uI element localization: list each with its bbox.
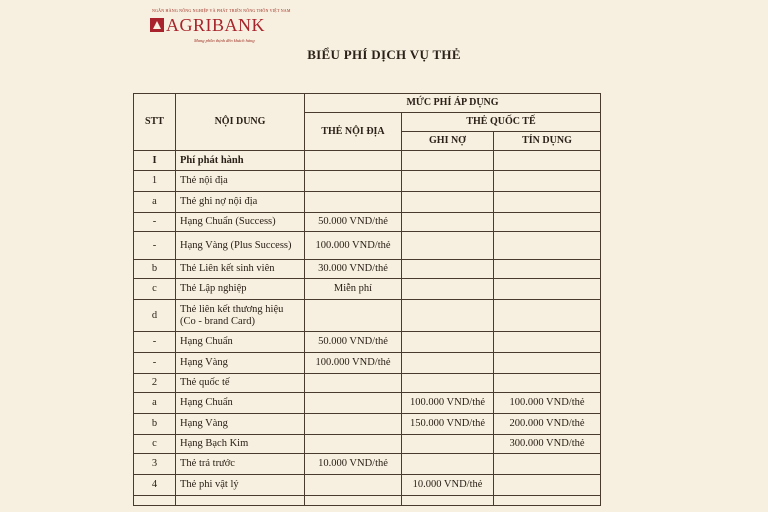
cell-debit-fee — [402, 454, 494, 475]
fee-table — [133, 93, 601, 506]
cell-stt: a — [134, 393, 176, 414]
table-row — [134, 475, 601, 496]
cell-stt: c — [134, 279, 176, 300]
fee-table-body — [134, 151, 601, 506]
cell-stt: b — [134, 414, 176, 435]
cell-domestic-fee: 10.000 VND/thẻ — [305, 454, 402, 475]
logo-brand: AGRIBANK — [166, 15, 266, 35]
cell-credit-fee — [494, 171, 601, 192]
cell-debit-fee: 10.000 VND/thẻ — [402, 475, 494, 496]
cell-credit-fee: 200.000 VND/thẻ — [494, 414, 601, 435]
cell-domestic-fee — [305, 171, 402, 192]
cell-credit-fee — [494, 300, 601, 332]
cell-stt — [134, 496, 176, 506]
cell-credit-fee — [494, 475, 601, 496]
cell-debit-fee — [402, 300, 494, 332]
cell-stt: - — [134, 353, 176, 374]
cell-domestic-fee — [305, 374, 402, 393]
cell-content: Hạng Vàng — [176, 414, 305, 435]
cell-credit-fee — [494, 213, 601, 232]
cell-debit-fee — [402, 151, 494, 171]
cell-content: Thẻ nội địa — [176, 171, 305, 192]
cell-domestic-fee — [305, 393, 402, 414]
cell-domestic-fee — [305, 496, 402, 506]
cell-content — [176, 496, 305, 506]
cell-debit-fee — [402, 353, 494, 374]
cell-content: Thẻ liên kết thương hiệu (Co - brand Card) — [176, 300, 305, 332]
table-row — [134, 232, 601, 260]
header-international: THẺ QUỐC TẾ — [402, 113, 601, 132]
cell-credit-fee — [494, 232, 601, 260]
cell-content: Hạng Vàng — [176, 353, 305, 374]
cell-domestic-fee: 30.000 VND/thẻ — [305, 260, 402, 279]
cell-domestic-fee: 100.000 VND/thẻ — [305, 353, 402, 374]
cell-content: Hạng Chuẩn — [176, 332, 305, 353]
cell-debit-fee — [402, 332, 494, 353]
cell-domestic-fee — [305, 192, 402, 213]
table-row — [134, 496, 601, 506]
cell-debit-fee — [402, 213, 494, 232]
cell-stt: I — [134, 151, 176, 171]
cell-debit-fee — [402, 435, 494, 454]
cell-debit-fee: 100.000 VND/thẻ — [402, 393, 494, 414]
table-row — [134, 260, 601, 279]
table-row — [134, 213, 601, 232]
cell-credit-fee: 100.000 VND/thẻ — [494, 393, 601, 414]
table-row — [134, 374, 601, 393]
cell-domestic-fee: 50.000 VND/thẻ — [305, 213, 402, 232]
cell-content: Phí phát hành — [176, 151, 305, 171]
table-row — [134, 279, 601, 300]
header-domestic: THẺ NỘI ĐỊA — [305, 113, 402, 151]
cell-stt: - — [134, 232, 176, 260]
cell-content: Thẻ Lập nghiệp — [176, 279, 305, 300]
cell-domestic-fee — [305, 151, 402, 171]
cell-credit-fee — [494, 192, 601, 213]
header-debit: GHI NỢ — [402, 132, 494, 151]
cell-content: Hạng Bạch Kim — [176, 435, 305, 454]
cell-domestic-fee — [305, 435, 402, 454]
header-stt: STT — [134, 94, 176, 151]
cell-content: Hạng Chuẩn (Success) — [176, 213, 305, 232]
cell-domestic-fee: 50.000 VND/thẻ — [305, 332, 402, 353]
cell-domestic-fee: 100.000 VND/thẻ — [305, 232, 402, 260]
table-row — [134, 454, 601, 475]
cell-content: Thẻ trả trước — [176, 454, 305, 475]
cell-credit-fee — [494, 332, 601, 353]
table-row — [134, 435, 601, 454]
cell-content: Thẻ phi vật lý — [176, 475, 305, 496]
cell-content: Hạng Chuẩn — [176, 393, 305, 414]
cell-stt: - — [134, 332, 176, 353]
header-content: NỘI DUNG — [176, 94, 305, 151]
cell-credit-fee — [494, 151, 601, 171]
agribank-logo-icon — [150, 18, 164, 32]
table-row — [134, 151, 601, 171]
cell-credit-fee — [494, 260, 601, 279]
table-row — [134, 332, 601, 353]
cell-content: Hạng Vàng (Plus Success) — [176, 232, 305, 260]
cell-credit-fee: 300.000 VND/thẻ — [494, 435, 601, 454]
cell-debit-fee — [402, 374, 494, 393]
table-row — [134, 171, 601, 192]
cell-debit-fee — [402, 232, 494, 260]
cell-stt: 1 — [134, 171, 176, 192]
cell-credit-fee — [494, 374, 601, 393]
table-row — [134, 393, 601, 414]
table-row — [134, 192, 601, 213]
cell-credit-fee — [494, 279, 601, 300]
cell-stt: 3 — [134, 454, 176, 475]
header-credit: TÍN DỤNG — [494, 132, 601, 151]
page-title: BIỂU PHÍ DỊCH VỤ THẺ — [307, 47, 461, 62]
cell-content: Thẻ ghi nợ nội địa — [176, 192, 305, 213]
cell-stt: - — [134, 213, 176, 232]
cell-debit-fee: 150.000 VND/thẻ — [402, 414, 494, 435]
logo-tagline-top: NGÂN HÀNG NÔNG NGHIỆP VÀ PHÁT TRIỂN NÔNG THÔN VIỆT NAM — [152, 8, 291, 13]
agribank-logo — [150, 8, 291, 48]
cell-debit-fee — [402, 171, 494, 192]
cell-credit-fee — [494, 496, 601, 506]
cell-debit-fee — [402, 279, 494, 300]
cell-stt: c — [134, 435, 176, 454]
table-row — [134, 300, 601, 332]
cell-debit-fee — [402, 192, 494, 213]
table-row — [134, 353, 601, 374]
cell-stt: 2 — [134, 374, 176, 393]
cell-content: Thẻ Liên kết sinh viên — [176, 260, 305, 279]
cell-credit-fee — [494, 454, 601, 475]
cell-content: Thẻ quốc tế — [176, 374, 305, 393]
cell-debit-fee — [402, 496, 494, 506]
cell-stt: a — [134, 192, 176, 213]
cell-stt: 4 — [134, 475, 176, 496]
cell-stt: b — [134, 260, 176, 279]
header-applied-fee: MỨC PHÍ ÁP DỤNG — [305, 94, 601, 113]
cell-domestic-fee — [305, 475, 402, 496]
logo-tagline-bottom: Mang phồn thịnh đến khách hàng — [194, 38, 255, 43]
cell-stt: d — [134, 300, 176, 332]
cell-debit-fee — [402, 260, 494, 279]
cell-domestic-fee: Miễn phí — [305, 279, 402, 300]
table-row — [134, 414, 601, 435]
cell-credit-fee — [494, 353, 601, 374]
cell-domestic-fee — [305, 300, 402, 332]
cell-domestic-fee — [305, 414, 402, 435]
